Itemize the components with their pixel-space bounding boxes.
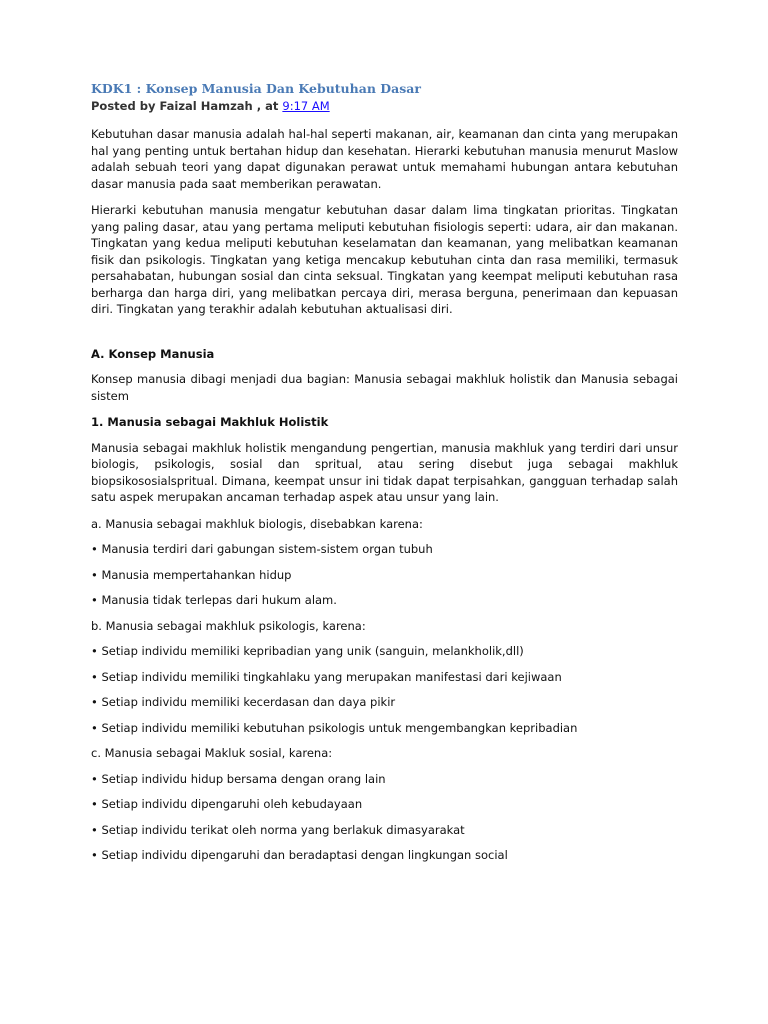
list-item: • Manusia tidak terlepas dari hukum alam. [91, 593, 337, 607]
list-item: • Setiap individu memiliki kebutuhan psikologis untuk mengembangkan kepribadian [91, 720, 578, 735]
list-item: • Manusia terdiri dari gabungan sistem-sistem organ tubuh [91, 542, 433, 556]
list-item: • Setiap individu terikat oleh norma yang berlakuk dimasyarakat [91, 822, 465, 837]
list-item: • Manusia mempertahankan hidup [91, 567, 292, 582]
section-a-text: Konsep manusia dibagi menjadi dua bagian: Manusia sebagai makhluk holistik dan Manusia sebagai sistem [91, 372, 678, 403]
section-1-heading: 1. Manusia sebagai Makhluk Holistik [91, 415, 329, 429]
section-spacer [91, 328, 678, 346]
list-item: • Setiap individu memiliki tingkahlaku yang merupakan manifestasi dari kejiwaan [91, 669, 562, 684]
list-item: • Setiap individu hidup bersama dengan orang lain [91, 771, 386, 786]
document-page [91, 80, 678, 873]
post-title: KDK1 : Konsep Manusia Dan Kebutuhan Dasar [91, 81, 421, 96]
byline-author: Posted by Faizal Hamzah , at [91, 99, 283, 113]
post-byline [91, 98, 678, 114]
list-item: • Setiap individu dipengaruhi oleh kebudayaan [91, 797, 363, 811]
list-item: • Setiap individu dipengaruhi dan beradaptasi dengan lingkungan social [91, 848, 508, 862]
section-1-text: Manusia sebagai makhluk holistik mengandung pengertian, manusia makhluk yang terdiri dari unsur biologis, psikologis, sosial dan spritual, atau sering disebut juga sebagai makhluk biopsikososialspritual. Dimana, keempat unsur ini tidak dapat terpisahkan, gangguan terhadap salah satu aspek merupakan ancaman terhadap aspek atau unsur yang lain. [91, 440, 678, 504]
intro-paragraph-1: Kebutuhan dasar manusia adalah hal-hal seperti makanan, air, keamanan dan cinta yang merupakan hal yang penting untuk bertahan hidup dan kesehatan. Hierarki kebutuhan manusia menurut Maslow adalah sebuah teori yang dapat digunakan perawat untuk memahami hubungan antara kebutuhan dasar manusia pada saat memberikan perawatan. [91, 127, 678, 191]
list-item: • Setiap individu memiliki kepribadian yang unik (sanguin, melankholik,dll) [91, 644, 524, 658]
sub-a-heading: a. Manusia sebagai makhluk biologis, disebabkan karena: [91, 516, 423, 531]
post-time-link[interactable]: 9:17 AM [282, 99, 330, 113]
section-a-heading: A. Konsep Manusia [91, 346, 215, 361]
sub-c-heading: c. Manusia sebagai Makluk sosial, karena: [91, 746, 333, 760]
sub-b-heading: b. Manusia sebagai makhluk psikologis, karena: [91, 618, 366, 633]
list-item: • Setiap individu memiliki kecerdasan dan daya pikir [91, 695, 396, 709]
intro-paragraph-2: Hierarki kebutuhan manusia mengatur kebutuhan dasar dalam lima tingkatan prioritas. Tingkatan yang paling dasar, atau yang pertama meliputi kebutuhan fisiologis seperti: udara, air dan makanan. Tingkatan yang kedua meliputi kebutuhan keselamatan dan keamanan, yang melibatkan keamanan fisik dan psikologis. Tingkatan yang ketiga mencakup kebutuhan cinta dan rasa memiliki, termasuk persahabatan, hubungan sosial dan cinta seksual. Tingkatan yang keempat meliputi kebutuhan rasa berharga dan harga diri, yang melibatkan percaya diri, merasa berguna, penerimaan dan kepuasan diri. Tingkatan yang terakhir adalah kebutuhan aktualisasi diri. [91, 203, 678, 316]
